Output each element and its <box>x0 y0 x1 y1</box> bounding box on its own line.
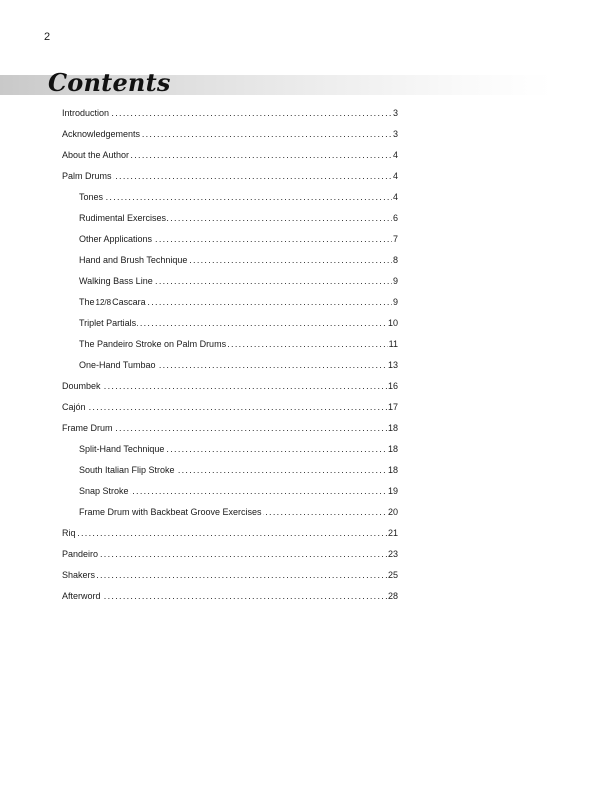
toc-entry-frame-drum[interactable] <box>62 423 398 444</box>
toc-entry-title-before: The <box>79 297 95 307</box>
toc-entry-title: Walking Bass Line <box>79 276 153 286</box>
toc-entry-one-hand-tumbao[interactable] <box>79 360 398 381</box>
toc-entry-page: 9 <box>392 276 398 286</box>
toc-entry-title: South Italian Flip Stroke <box>79 465 175 475</box>
toc-entry-page: 16 <box>387 381 398 391</box>
toc-entry-pandeiro-stroke-on-palm-drums[interactable] <box>79 339 398 360</box>
toc-entry-page: 25 <box>387 570 398 580</box>
toc-entry-about-the-author[interactable] <box>62 150 398 171</box>
toc-entry-the-12-8-cascara[interactable] <box>79 297 398 318</box>
page-number: 2 <box>44 31 51 43</box>
toc-entry-title: Afterword <box>62 591 101 601</box>
toc-entry-afterword[interactable] <box>62 591 398 612</box>
toc-entry-title: Doumbek <box>62 381 101 391</box>
toc-entry-page: 23 <box>387 549 398 559</box>
toc-entry-page: 3 <box>392 129 398 139</box>
toc-entry-title: Hand and Brush Technique <box>79 255 188 265</box>
toc-entry-title: Frame Drum with Backbeat Groove Exercises <box>79 507 262 517</box>
toc-entry-page: 10 <box>387 318 398 328</box>
toc-entry-page: 21 <box>387 528 398 538</box>
toc-entry-title: Introduction <box>62 108 110 118</box>
toc-entry-south-italian-flip-stroke[interactable] <box>79 465 398 486</box>
toc-entry-title-after: Cascara <box>112 297 146 307</box>
toc-entry-tones[interactable] <box>79 192 398 213</box>
toc-entry-page: 18 <box>387 444 398 454</box>
toc-entry-page: 17 <box>387 402 398 412</box>
toc-entry-page: 7 <box>392 234 398 244</box>
toc-entry-walking-bass-line[interactable] <box>79 276 398 297</box>
toc-entry-page: 4 <box>392 192 398 202</box>
toc-entry-introduction[interactable] <box>62 108 398 129</box>
toc-entry-title: Split-Hand Technique <box>79 444 165 454</box>
toc-entry-title: Rudimental Exercises <box>79 213 167 223</box>
toc-entry-shakers[interactable] <box>62 570 398 591</box>
toc-entry-title: Shakers <box>62 570 96 580</box>
toc-entry-title: Riq <box>62 528 76 538</box>
toc-entry-page: 13 <box>387 360 398 370</box>
toc-entry-title: Other Applications <box>79 234 153 244</box>
toc-entry-cajon[interactable] <box>62 402 398 423</box>
toc-entry-title: Snap Stroke <box>79 486 129 496</box>
toc-entry-page: 6 <box>392 213 398 223</box>
toc-entry-title: Cajón <box>62 402 86 412</box>
page-title: Contents <box>48 68 171 97</box>
toc-entry-palm-drums[interactable] <box>62 171 398 192</box>
toc-entry-title: Frame Drum <box>62 423 113 433</box>
toc-entry-doumbek[interactable] <box>62 381 398 402</box>
toc-entry-title: About the Author <box>62 150 130 160</box>
toc-entry-page: 11 <box>388 339 398 349</box>
toc-entry-triplet-partials[interactable] <box>79 318 398 339</box>
toc-entry-page: 18 <box>387 465 398 475</box>
toc-entry-title: One-Hand Tumbao <box>79 360 156 370</box>
toc-entry-title <box>79 297 147 307</box>
toc-entry-page: 28 <box>387 591 398 601</box>
time-signature-12-8-icon: 12/8 <box>95 298 112 307</box>
toc-entry-hand-and-brush-technique[interactable] <box>79 255 398 276</box>
toc-entry-title: The Pandeiro Stroke on Palm Drums <box>79 339 227 349</box>
toc-entry-riq[interactable] <box>62 528 398 549</box>
toc-entry-acknowledgements[interactable] <box>62 129 398 150</box>
toc-entry-title: Pandeiro <box>62 549 99 559</box>
toc-entry-title: Tones <box>79 192 104 202</box>
toc-entry-frame-drum-backbeat-exercises[interactable] <box>79 507 398 528</box>
toc-entry-title: Acknowledgements <box>62 129 141 139</box>
toc-entry-snap-stroke[interactable] <box>79 486 398 507</box>
table-of-contents <box>62 108 398 612</box>
toc-entry-page: 3 <box>392 108 398 118</box>
toc-entry-rudimental-exercises[interactable] <box>79 213 398 234</box>
toc-entry-page: 4 <box>392 171 398 181</box>
toc-entry-title: Triplet Partials <box>79 318 137 328</box>
toc-entry-other-applications[interactable] <box>79 234 398 255</box>
toc-entry-page: 19 <box>387 486 398 496</box>
toc-entry-page: 8 <box>392 255 398 265</box>
toc-entry-split-hand-technique[interactable] <box>79 444 398 465</box>
toc-entry-pandeiro[interactable] <box>62 549 398 570</box>
toc-entry-page: 20 <box>387 507 398 517</box>
toc-entry-page: 9 <box>392 297 398 307</box>
toc-entry-page: 18 <box>387 423 398 433</box>
toc-entry-title: Palm Drums <box>62 171 112 181</box>
toc-entry-page: 4 <box>392 150 398 160</box>
